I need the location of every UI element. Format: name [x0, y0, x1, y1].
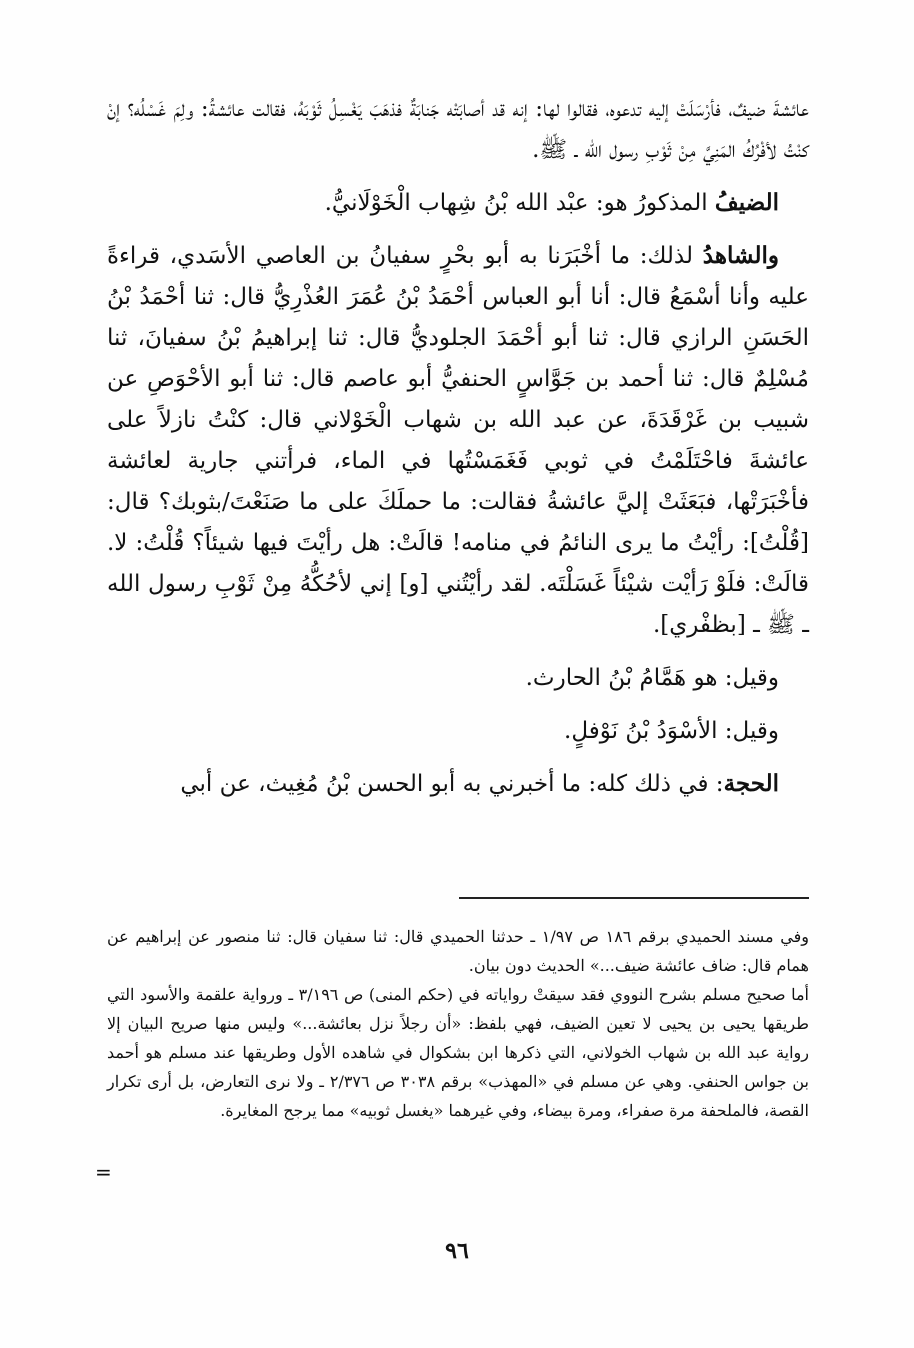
- paragraph-proof: [107, 763, 809, 805]
- paragraph-lead: الحجة: [723, 770, 779, 797]
- paragraph-lead: والشاهدُ: [702, 242, 779, 269]
- paragraph-alt-aswad: [107, 710, 809, 752]
- paragraph-text: وقيل: الأسْوَدُ بْنُ نَوْفلٍ.: [564, 718, 779, 744]
- paragraph-evidence: [107, 235, 809, 646]
- footnote-paragraph: أما صحيح مسلم بشرح النووي فقد سيقتْ رواياته في (حكم المنى) ص ٣/١٩٦ ـ ورواية علقمة والأسود التي طريقها يحيى بن يحيى لا تعين الضيف، فهي بلفظ: «أن رجلاً نزل بعائشة...» وليس منها صريح البيان إلا رواية عبد الله بن شهاب الخولاني، التي ذكرها ابن بشكوال في شاهده الأول وطريقها عند مسلم هو أحمد بن جواس الحنفي. وهي عن مسلم في «المهذب» برقم ٣٠٣٨ ص ٢/٣٧٦ ـ ولا نرى التعارض، بل أرى تكرار القصة، فالملحفة مرة صفراء، ومرة بيضاء، وفي غيرهما «يغسل ثوبيه» مما يرجح المغايرة.: [107, 985, 810, 1120]
- paragraph-text: : في ذلك كله: ما أخبرني به أبو الحسن بْنُ مُغِيث، عن أبي: [180, 771, 724, 797]
- paragraph-text: وقيل: هو هَمَّامُ بْنُ الحارث.: [525, 665, 779, 691]
- paragraph-text: المذكورُ هو: عبْد الله بْنُ شِهاب الْخَوْلَانيُّ.: [324, 190, 715, 216]
- continuation-mark: =: [95, 1160, 112, 1184]
- paragraph-text: لذلك: ما أخْبَرَنا به أبو بحْرٍ سفيانُ بن العاصي الأسَدي، قراءةً عليه وأنا أسْمَعُ قال: أنا أبو العباس أحْمَدُ بْنُ عُمَرَ العُذْرِيُّ قال: ثنا أحْمَدُ بْنُ الحَسَنِ الرازي قال: ثنا أبو أحْمَدَ الجلوديُّ قال: ثنا إبراهيمُ بْنُ سفيانَ، ثنا مُسْلِمٌ قال: ثنا أحمد بن جَوَّاسٍ الحنفيُّ أبو عاصم قال: ثنا أبو الأحْوَصِ عن شبيب بن غَرْقَدَةَ، عن عبد الله بن شهاب الْخَوْلاني قال: كنْتُ نازلاً على عائشةَ فاحْتَلَمْتُ في ثوبي فَغَمَسْتُها في الماء، فرأتني جارية لعائشة فأخْبَرَتْها، فبَعَثَتْ إليَّ عائشةُ فقالت: ما حملَكَ على ما صَنَعْتَ/بثوبك؟ قال: [قُلْتُ]: رأيْتُ ما يرى النائمُ في منامه! قالَتْ: هل رأيْتَ فيها شيئاً؟ قُلْتُ: لا. قالَتْ: فلَوْ رَأيْت شيْئاً غَسَلْتَه. لقد رأيْتُني [و] إني لأحُكُّهُ مِنْ ثَوْبِ رسول الله ـ ﷺ ـ [بظفْري].: [107, 243, 809, 638]
- paragraph-guest-story: [107, 88, 809, 171]
- footnotes: [107, 922, 809, 1125]
- page-number: ٩٦: [445, 1238, 469, 1264]
- paragraph-lead: الضيفُ: [714, 189, 779, 216]
- paragraph-text: عائشةَ ضيفٌ، فأرْسَلَتْ إليه تدعوه، فقالوا لها: إنه قد أصابَتْه جَنابَةٌ فذهَبَ يَغْسِلُ ثَوْبَهُ، فقالت عائشةُ: ولِمَ غَسْلُه؟ إنْ كنْتُ لأفْرُكُ المَنِيَّ مِنْ ثَوْبِ رسول الله ـ ﷺ.: [107, 96, 809, 163]
- main-text: [107, 88, 809, 816]
- paragraph-alt-hammam: [107, 657, 809, 699]
- footnote-divider: [459, 897, 809, 899]
- paragraph-guest-identity: [107, 182, 809, 224]
- footnote-paragraph: وفي مسند الحميدي برقم ١٨٦ ص ١/٩٧ ـ حدثنا الحميدي قال: ثنا سفيان قال: ثنا منصور عن إبراهيم عن همام قال: ضاف عائشة ضيف...» الحديث دون بيان.: [107, 927, 809, 975]
